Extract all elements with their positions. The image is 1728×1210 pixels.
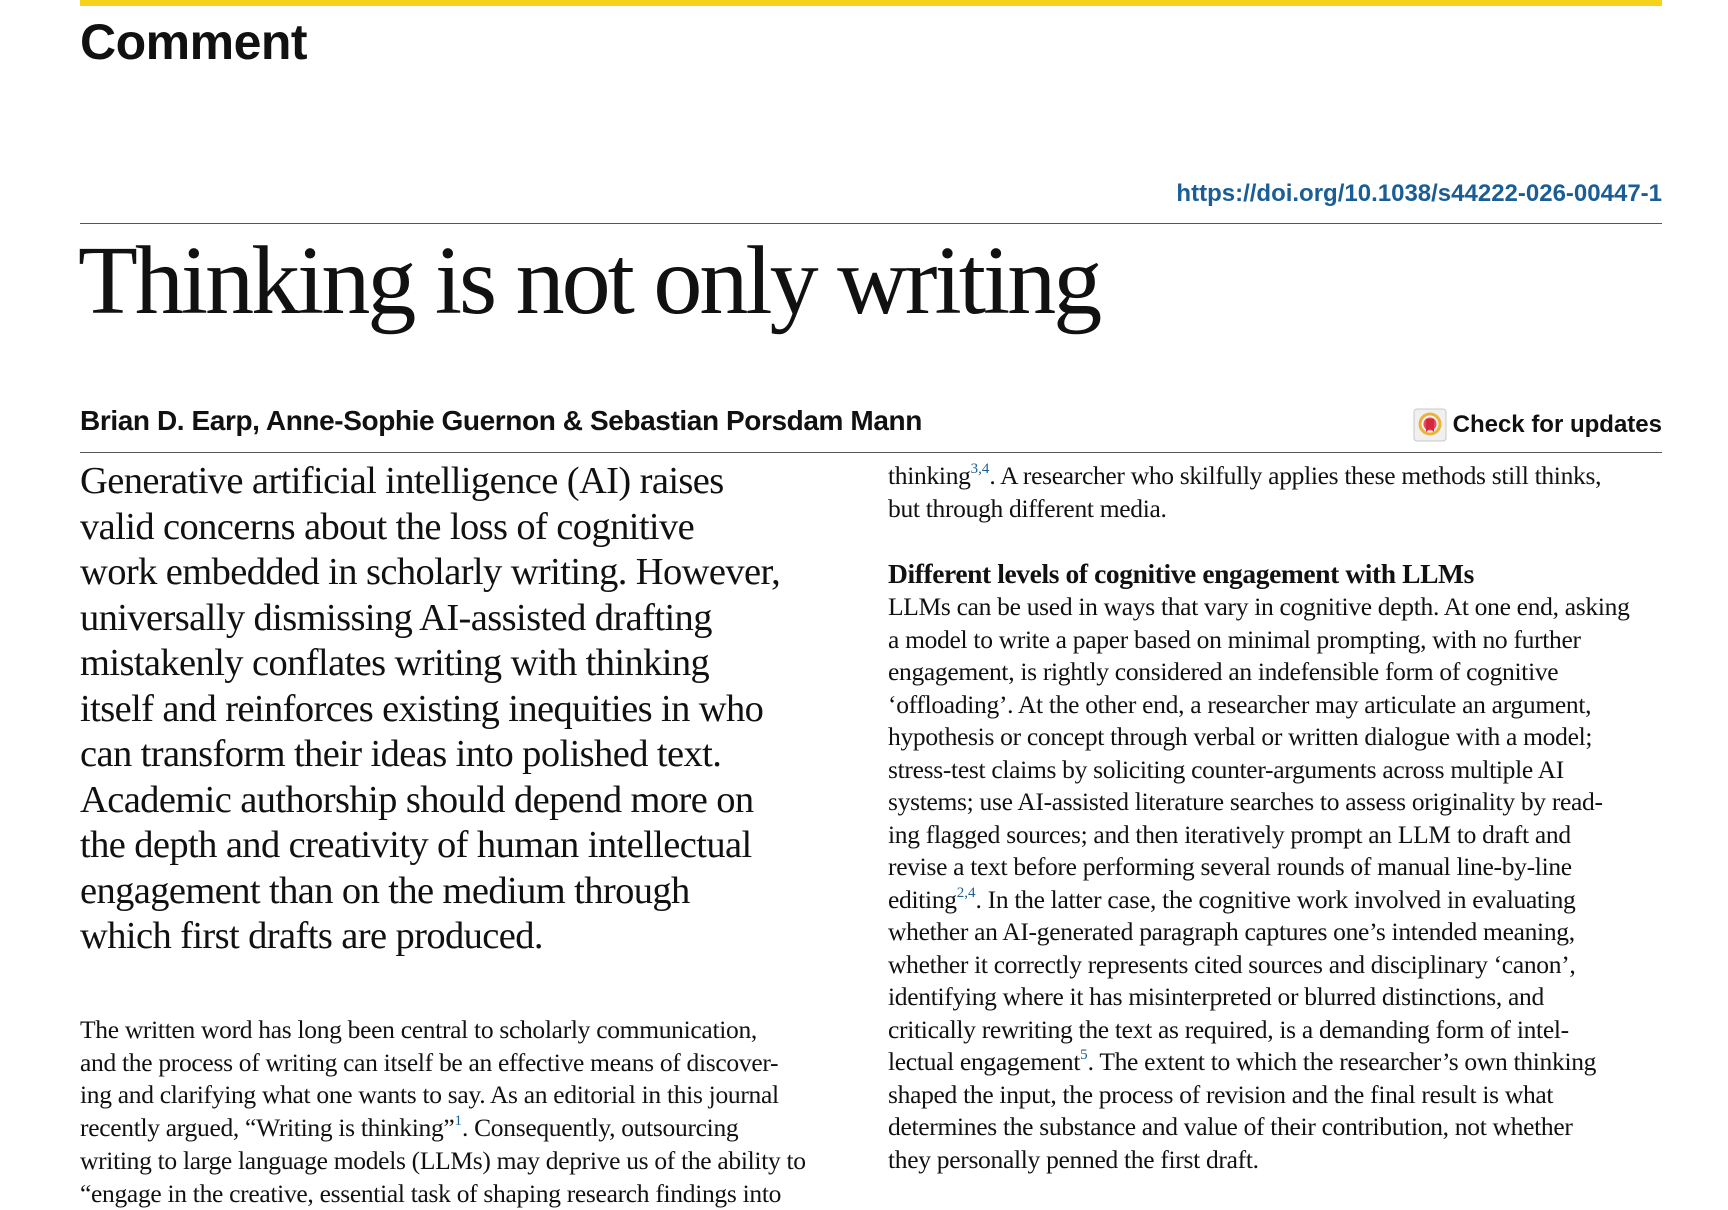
body-column-right	[888, 460, 1662, 1176]
body-line: The written word has long been central to scholarly communication,	[80, 1015, 757, 1044]
standfirst-line: Generative artificial intelligence (AI) raises	[80, 460, 724, 502]
body-line: determines the substance and value of their contribution, not whether	[888, 1112, 1573, 1141]
standfirst-line: work embedded in scholarly writing. However,	[80, 551, 781, 593]
body-line: LLMs can be used in ways that vary in cognitive depth. At one end, asking	[888, 592, 1630, 621]
body-line: they personally penned the first draft.	[888, 1144, 1259, 1174]
body-text: lectual engagement	[888, 1047, 1081, 1076]
body-line	[80, 1112, 854, 1145]
check-for-updates-button[interactable]	[1413, 408, 1662, 442]
check-for-updates-label: Check for updates	[1452, 411, 1662, 438]
reference-link[interactable]: 1	[454, 1113, 462, 1130]
paragraph-gap	[888, 525, 1662, 557]
standfirst-line: which first drafts are produced.	[80, 915, 543, 957]
standfirst-line: valid concerns about the loss of cognitive	[80, 505, 695, 548]
body-text: thinking	[888, 461, 971, 490]
body-line: engagement, is rightly considered an indefensible form of cognitive	[888, 657, 1559, 686]
section-heading: Different levels of cognitive engagement with LLMs	[888, 558, 1474, 589]
body-line: a model to write a paper based on minimal prompting, with no further	[888, 624, 1581, 654]
body-line	[888, 884, 1662, 917]
body-text: recently argued, “Writing is thinking”	[80, 1113, 455, 1143]
body-text: . Consequently, outsourcing	[461, 1113, 739, 1143]
article-title: Thinking is not only writing	[78, 227, 1100, 335]
doi-link[interactable]: https://doi.org/10.1038/s44222-026-00447-1	[1176, 180, 1662, 207]
body-column-left	[80, 1014, 854, 1210]
body-text: . A researcher who skilfully applies these methods still thinks,	[989, 461, 1602, 490]
check-for-updates-icon	[1413, 408, 1447, 442]
body-line: identifying where it has misinterpreted or blurred distinctions, and	[888, 982, 1544, 1011]
author-list: Brian D. Earp, Anne-Sophie Guernon & Sebastian Porsdam Mann	[80, 405, 922, 436]
reference-link[interactable]: 5	[1080, 1047, 1088, 1063]
body-line: “engage in the creative, essential task of shaping research findings into	[80, 1178, 782, 1208]
body-line: hypothesis or concept through verbal or written dialogue with a model;	[888, 722, 1593, 751]
standfirst-line: engagement than on the medium through	[80, 869, 690, 912]
standfirst-line: itself and reinforces existing inequities in who	[80, 687, 764, 730]
body-line: whether an AI-generated paragraph captures one’s intended meaning,	[888, 917, 1575, 946]
body-line: writing to large language models (LLMs) may deprive us of the ability to	[80, 1145, 806, 1175]
standfirst-line: can transform their ideas into polished text.	[80, 733, 722, 775]
body-line: whether it correctly represents cited sources and disciplinary ‘canon’,	[888, 949, 1576, 979]
body-line: shaped the input, the process of revision and the final result is what	[888, 1079, 1554, 1109]
body-line	[888, 460, 1662, 493]
body-text: . In the latter case, the cognitive work involved in evaluating	[975, 884, 1576, 914]
body-line: revise a text before performing several rounds of manual line-by-line	[888, 852, 1572, 881]
body-line: critically rewriting the text as required, is a demanding form of intel-	[888, 1014, 1569, 1044]
body-line: ing flagged sources; and then iteratively prompt an LLM to draft and	[888, 819, 1571, 849]
body-text: editing	[888, 884, 957, 914]
body-line: ing and clarifying what one wants to say. As an editorial in this journal	[80, 1080, 779, 1110]
body-line	[888, 1046, 1662, 1079]
standfirst-line: Academic authorship should depend more on	[80, 778, 754, 821]
standfirst-line: universally dismissing AI-assisted drafting	[80, 596, 712, 639]
section-label: Comment	[80, 14, 308, 70]
reference-link[interactable]: 2,4	[956, 884, 976, 901]
standfirst	[80, 459, 860, 960]
body-line: ‘offloading’. At the other end, a researcher may articulate an argument,	[888, 689, 1592, 719]
body-line: stress-test claims by soliciting counter-arguments across multiple AI	[888, 754, 1564, 784]
authors-divider	[80, 452, 1662, 453]
standfirst-line: the depth and creativity of human intellectual	[80, 824, 752, 866]
body-line: and the process of writing can itself be an effective means of discover-	[80, 1047, 779, 1077]
standfirst-line: mistakenly conflates writing with thinking	[80, 642, 710, 684]
reference-link[interactable]: 3,4	[970, 461, 990, 477]
body-line: systems; use AI-assisted literature searches to assess originality by read-	[888, 787, 1603, 816]
body-text: . The extent to which the researcher’s own thinking	[1087, 1047, 1597, 1076]
body-line: but through different media.	[888, 493, 1167, 523]
top-accent-bar	[80, 0, 1662, 6]
